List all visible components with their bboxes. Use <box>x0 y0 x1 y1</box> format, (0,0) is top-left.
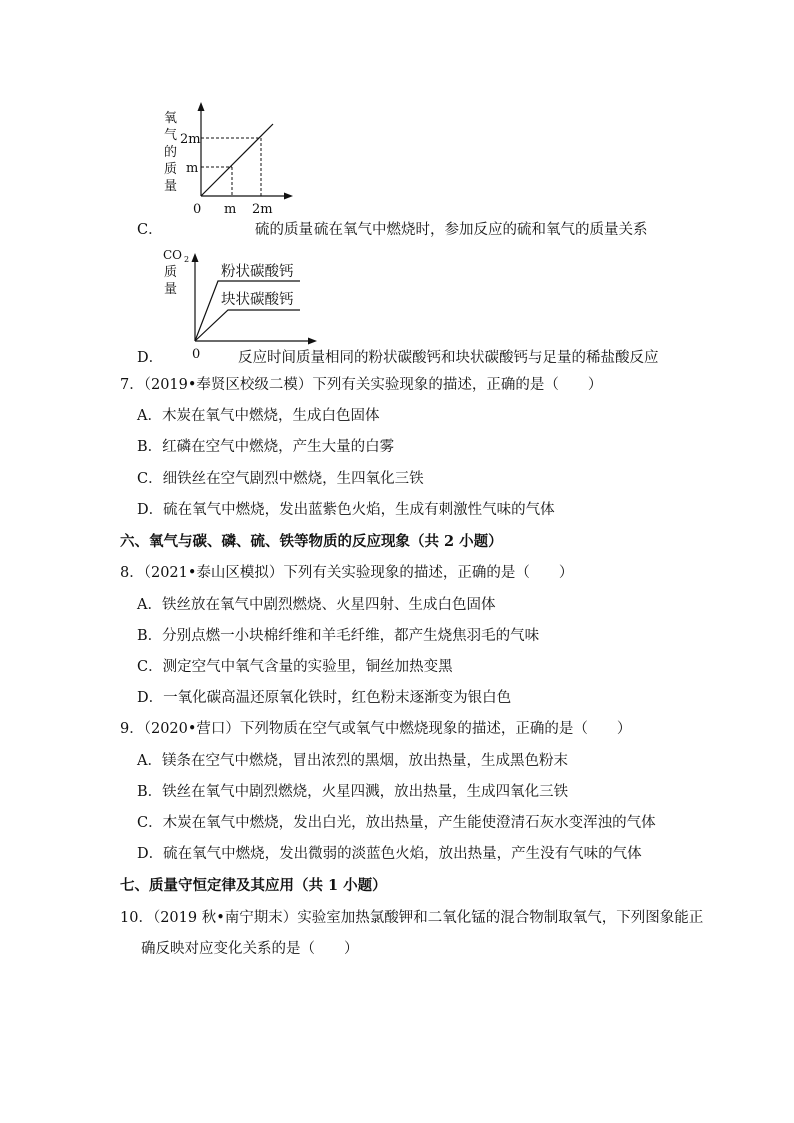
option-d-caption: 质量相同的粉状碳酸钙和块状碳酸钙与足量的稀盐酸反应 <box>296 350 659 366</box>
series-block-line <box>195 310 300 341</box>
y-axis-label-char: 的 <box>164 145 178 160</box>
origin-label: 0 <box>192 347 201 362</box>
question-9-option-c: C．木炭在氧气中燃烧，发出白光，放出热量，产生能使澄清石灰水变浑浊的气体 <box>137 815 656 831</box>
y-axis-label-subscript: 2 <box>184 255 190 264</box>
y-axis-label-co: CO <box>163 248 183 262</box>
y-axis-label-char: 质 <box>164 265 178 280</box>
question-8-stem: 8．（2021•泰山区模拟）下列有关实验现象的描述，正确的是（ ） <box>120 565 574 581</box>
question-8-option-b: B．分别点燃一小块棉纤维和羊毛纤维，都产生烧焦羽毛的气味 <box>137 628 540 644</box>
question-7-stem: 7．（2019•奉贤区校级二模）下列有关实验现象的描述，正确的是（ ） <box>120 377 603 393</box>
option-c-letter: C． <box>137 222 163 238</box>
y-axis-label-char: 量 <box>164 282 178 297</box>
question-9-option-b: B．铁丝在氧气中剧烈燃烧，火星四溅，放出热量，生成四氧化三铁 <box>137 784 569 800</box>
y-axis-label-char: 氧 <box>164 111 178 126</box>
question-7-option-c: C．细铁丝在空气剧烈中燃烧，生四氧化三铁 <box>137 471 424 487</box>
question-10-stem-line1: 10．（2019 秋•南宁期末）实验室加热氯酸钾和二氧化锰的混合物制取氧气，下列图象能正 <box>120 910 704 926</box>
y-tick-label: 2m <box>180 132 201 147</box>
option-d-letter: D． <box>137 350 164 366</box>
question-8-option-d: D．一氧化碳高温还原氧化铁时，红色粉末逐渐变为银白色 <box>137 690 512 706</box>
y-axis-label-char: 质 <box>164 162 178 177</box>
y-axis-arrow <box>192 253 199 262</box>
question-7-option-d: D．硫在氧气中燃烧，发出蓝紫色火焰，生成有刺激性气味的气体 <box>137 502 555 518</box>
y-axis-label-char: 气 <box>164 128 178 143</box>
section-6-heading: 六、氧气与碳、磷、硫、铁等物质的反应现象（共 2 小题） <box>120 533 503 550</box>
question-8-option-a: A．铁丝放在氧气中剧烈燃烧、火星四射、生成白色固体 <box>137 597 496 613</box>
origin-label: 0 <box>193 202 202 217</box>
question-7-option-b: B．红磷在空气中燃烧，产生大量的白雾 <box>137 439 395 455</box>
x-axis-arrow <box>308 338 317 345</box>
x-axis-label: 反应时间 <box>238 350 296 366</box>
x-axis-label: 硫的质量 <box>255 222 313 238</box>
question-7-option-a: A．木炭在氧气中燃烧，生成白色固体 <box>137 408 380 424</box>
question-9-option-a: A．镁条在空气中燃烧，冒出浓烈的黑烟，放出热量，生成黑色粉末 <box>137 753 568 769</box>
section-7-heading: 七、质量守恒定律及其应用（共 1 小题） <box>120 877 387 894</box>
option-c-caption: 硫在氧气中燃烧时，参加反应的硫和氧气的质量关系 <box>314 222 648 238</box>
y-axis-label-char: 量 <box>164 179 178 194</box>
question-8-option-c: C．测定空气中氧气含量的实验里，铜丝加热变黑 <box>137 659 453 675</box>
series-block-label: 块状碳酸钙 <box>221 292 294 308</box>
y-tick-label: m <box>186 161 199 176</box>
co2-reaction-time-chart <box>0 0 794 370</box>
x-tick-label: 2m <box>252 202 273 217</box>
question-10-stem-line2: 确反映对应变化关系的是（ ） <box>141 941 359 957</box>
x-tick-label: m <box>224 202 237 217</box>
series-powder-label: 粉状碳酸钙 <box>221 264 294 280</box>
question-9-stem: 9．（2020•营口）下列物质在空气或氧气中燃烧现象的描述，正确的是（ ） <box>120 721 632 737</box>
question-9-option-d: D．硫在氧气中燃烧，发出微弱的淡蓝色火焰，放出热量，产生没有气味的气体 <box>137 846 642 862</box>
